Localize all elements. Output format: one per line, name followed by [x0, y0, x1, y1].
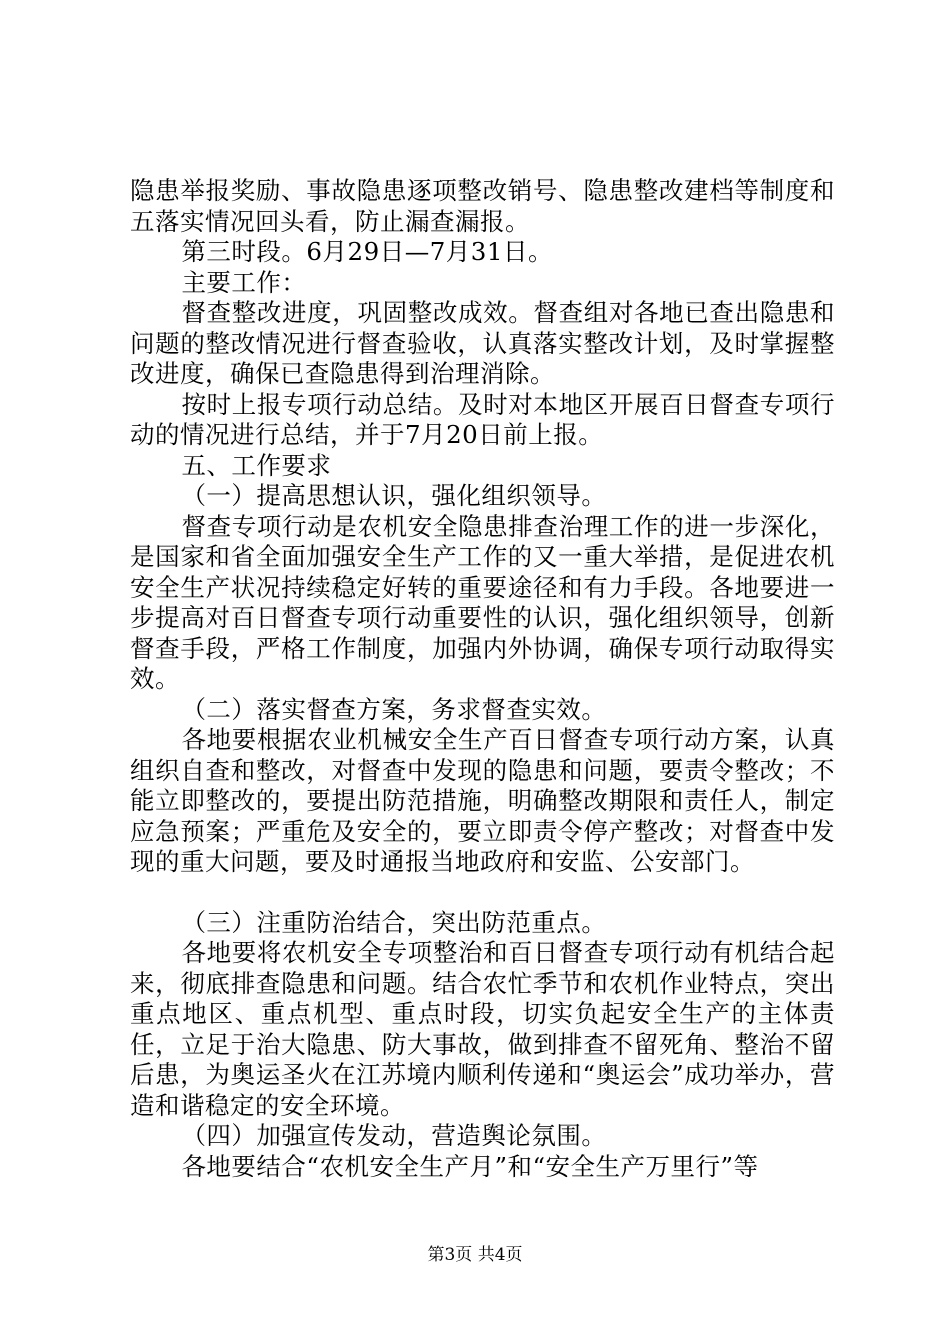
paragraph-main-work: 主要工作： — [181, 267, 307, 297]
paragraph-requirement-4: 各地要结合“农机安全生产月”和“安全生产万里行”等 — [181, 1151, 759, 1181]
paragraph-continuation: 隐患举报奖励、事故隐患逐项整改销号、隐患整改建档等制度和五落实情况回头看，防止漏查漏报。 — [130, 176, 835, 236]
subheading-2: （二）落实督查方案，务求督查实效。 — [181, 694, 607, 724]
page-number: 第3页 共4页 — [427, 1245, 523, 1265]
paragraph-report-summary: 按时上报专项行动总结。及时对本地区开展百日督查专项行动的情况进行总结，并于7月20日前上报。 — [130, 389, 835, 449]
paragraph-supervise-progress: 督查整改进度，巩固整改成效。督查组对各地已查出隐患和问题的整改情况进行督查验收，认真落实整改计划，及时掌握整改进度，确保已查隐患得到治理消除。 — [130, 298, 835, 388]
paragraph-requirement-2: 各地要根据农业机械安全生产百日督查专项行动方案，认真组织自查和整改，对督查中发现的隐患和问题，要责令整改；不能立即整改的，要提出防范措施，明确整改期限和责任人，制定应急预案；严重危及安全的，要立即责令停产整改；对督查中发现的重大问题，要及时通报当地政府和安监、公安部门。 — [130, 725, 835, 876]
paragraph-third-period: 第三时段。6月29日—7月31日。 — [181, 237, 553, 266]
paragraph-requirement-1: 督查专项行动是农机安全隐患排查治理工作的进一步深化，是国家和省全面加强安全生产工作的又一重大举措，是促进农机安全生产状况持续稳定好转的重要途径和有力手段。各地要进一步提高对百日督查专项行动重要性的认识，强化组织领导，创新督查手段，严格工作制度，加强内外协调，确保专项行动取得实效。 — [130, 511, 835, 693]
subheading-4: （四）加强宣传发动，营造舆论氛围。 — [181, 1121, 607, 1150]
paragraph-requirement-3: 各地要将农机安全专项整治和百日督查专项行动有机结合起来，彻底排查隐患和问题。结合农忙季节和农机作业特点，突出重点地区、重点机型、重点时段，切实负起安全生产的主体责任，立足于治大隐患、防大事故，做到排查不留死角、整治不留后患，为奥运圣火在江苏境内顺利传递和“奥运会”成功举办，营造和谐稳定的安全环境。 — [130, 938, 835, 1120]
section-heading-requirements: 五、工作要求 — [181, 450, 332, 480]
page-footer — [0, 1244, 950, 1266]
subheading-3: （三）注重防治结合，突出防范重点。 — [181, 907, 607, 937]
document-body — [130, 176, 835, 1182]
subheading-1: （一）提高思想认识，强化组织领导。 — [181, 481, 607, 510]
